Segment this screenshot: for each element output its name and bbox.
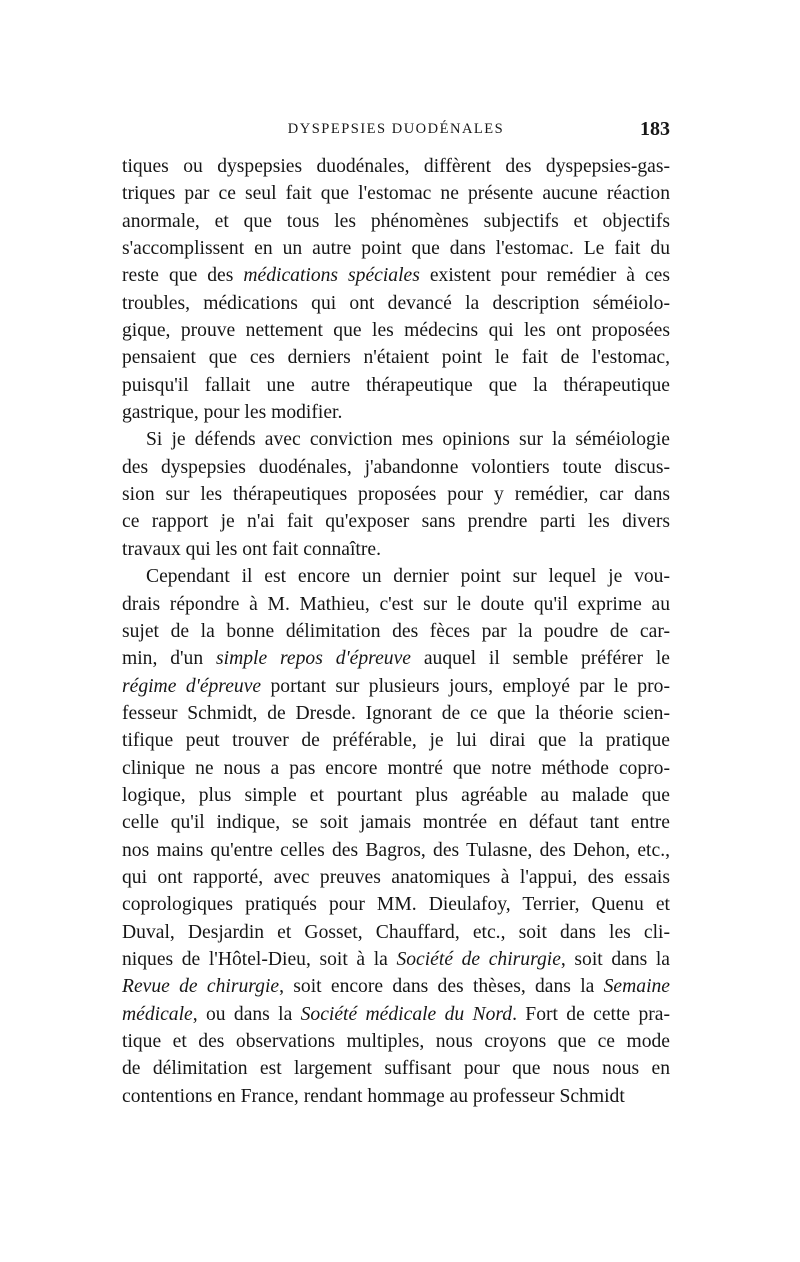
text-line bbox=[122, 727, 670, 754]
text-line bbox=[122, 1001, 670, 1028]
text-line bbox=[122, 673, 670, 700]
text-line bbox=[122, 864, 670, 891]
text-line bbox=[122, 809, 670, 836]
text-line bbox=[122, 426, 670, 453]
italic-text: régime d'épreuve bbox=[122, 675, 262, 697]
text-segment: logique, plus simple et pourtant plus agréable au malade que bbox=[122, 784, 670, 806]
text-line bbox=[122, 782, 670, 809]
text-line bbox=[122, 508, 670, 535]
text-line bbox=[122, 591, 670, 618]
text-segment: fesseur Schmidt, de Dresde. Ignorant de ce que la théorie scien- bbox=[122, 702, 670, 724]
text-segment: coprologiques pratiqués pour MM. Dieulafoy, Terrier, Quenu et bbox=[122, 894, 670, 916]
text-line bbox=[122, 208, 670, 235]
text-line bbox=[122, 973, 670, 1000]
text-line bbox=[122, 891, 670, 918]
text-line bbox=[122, 946, 670, 973]
text-segment: Duval, Desjardin et Gosset, Chauffard, etc., soit dans les cli- bbox=[122, 921, 670, 943]
running-head-title: DYSPEPSIES DUODÉNALES bbox=[287, 121, 505, 137]
text-segment: reste que des bbox=[122, 265, 244, 287]
text-segment: triques par ce seul fait que l'estomac ne présente aucune réaction bbox=[122, 183, 670, 205]
text-line bbox=[122, 317, 670, 344]
text-line bbox=[122, 618, 670, 645]
text-line bbox=[122, 919, 670, 946]
text-line bbox=[122, 837, 670, 864]
text-line bbox=[122, 180, 670, 207]
italic-text: Société de chirurgie bbox=[396, 948, 561, 970]
text-segment: travaux qui les ont fait connaître. bbox=[122, 538, 381, 560]
text-segment: contentions en France, rendant hommage au professeur Schmidt bbox=[122, 1085, 625, 1107]
text-line bbox=[122, 454, 670, 481]
text-line bbox=[122, 481, 670, 508]
text-segment: troubles, médications qui ont devancé la description séméiolo- bbox=[122, 292, 670, 314]
text-segment: gique, prouve nettement que les médecins qui les ont proposées bbox=[122, 320, 670, 342]
text-line bbox=[122, 153, 670, 180]
text-segment: , soit encore dans des thèses, dans la bbox=[279, 976, 604, 998]
page-number: 183 bbox=[640, 118, 670, 140]
italic-text: Société médicale du Nord bbox=[300, 1003, 513, 1025]
text-segment: portant sur plusieurs jours, employé par le pro- bbox=[261, 675, 670, 697]
text-segment: existent pour remédier à ces bbox=[419, 265, 670, 287]
italic-text: Revue de chirurgie bbox=[122, 976, 280, 998]
text-segment: Cependant il est encore un dernier point sur lequel je vou- bbox=[146, 566, 670, 588]
text-segment: . Fort de cette pra- bbox=[512, 1003, 670, 1025]
text-line bbox=[122, 1055, 670, 1082]
text-segment: niques de l'Hôtel-Dieu, soit à la bbox=[122, 948, 397, 970]
text-line bbox=[122, 563, 670, 590]
text-segment: qui ont rapporté, avec preuves anatomiques à l'appui, des essais bbox=[122, 866, 670, 888]
text-segment: drais répondre à M. Mathieu, c'est sur le doute qu'il exprime au bbox=[122, 593, 670, 615]
running-head bbox=[122, 118, 670, 142]
text-line bbox=[122, 536, 670, 563]
text-line bbox=[122, 755, 670, 782]
text-line bbox=[122, 372, 670, 399]
text-line bbox=[122, 1028, 670, 1055]
text-segment: nos mains qu'entre celles des Bagros, des Tulasne, des Dehon, etc., bbox=[122, 839, 670, 861]
text-segment: tifique peut trouver de préférable, je lui dirai que la pratique bbox=[122, 730, 670, 752]
text-segment: min, d'un bbox=[122, 648, 217, 670]
text-line bbox=[122, 1083, 670, 1110]
text-line bbox=[122, 290, 670, 317]
text-segment: tiques ou dyspepsies duodénales, diffèrent des dyspepsies-gas- bbox=[122, 156, 670, 177]
text-segment: ce rapport je n'ai fait qu'exposer sans prendre parti les divers bbox=[122, 511, 670, 533]
text-line bbox=[122, 262, 670, 289]
text-segment: pensaient que ces derniers n'étaient point le fait de l'estomac, bbox=[122, 347, 670, 369]
text-segment: des dyspepsies duodénales, j'abandonne volontiers toute discus- bbox=[122, 456, 670, 478]
text-line bbox=[122, 399, 670, 426]
text-line bbox=[122, 235, 670, 262]
italic-text: simple repos d'épreuve bbox=[216, 648, 411, 670]
italic-text: médications spéciales bbox=[243, 265, 420, 287]
text-segment: , ou dans la bbox=[192, 1003, 301, 1025]
italic-text: Semaine bbox=[603, 976, 671, 998]
text-line bbox=[122, 645, 670, 672]
text-segment: tique et des observations multiples, nous croyons que ce mode bbox=[122, 1031, 670, 1052]
text-segment: gastrique, pour les modifier. bbox=[122, 402, 343, 424]
text-segment: puisqu'il fallait une autre thérapeutique que la thérapeutique bbox=[122, 374, 670, 396]
text-segment: de délimitation est largement suffisant pour que nous nous en bbox=[122, 1058, 670, 1080]
text-segment: celle qu'il indique, se soit jamais montrée en défaut tant entre bbox=[122, 812, 670, 834]
text-segment: clinique ne nous a pas encore montré que notre méthode copro- bbox=[122, 757, 670, 779]
text-segment: s'accomplissent en un autre point que dans l'estomac. Le fait du bbox=[122, 238, 670, 260]
italic-text: médicale bbox=[122, 1003, 193, 1025]
text-line bbox=[122, 700, 670, 727]
text-segment: sujet de la bonne délimitation des fèces par la poudre de car- bbox=[122, 620, 670, 642]
text-line bbox=[122, 344, 670, 371]
text-segment: anormale, et que tous les phénomènes subjectifs et objectifs bbox=[122, 210, 670, 232]
text-segment: sion sur les thérapeutiques proposées pour y remédier, car dans bbox=[122, 484, 670, 506]
text-segment: , soit dans la bbox=[560, 948, 670, 970]
body-text bbox=[122, 153, 670, 1110]
text-segment: Si je défends avec conviction mes opinions sur la séméiologie bbox=[146, 429, 670, 451]
text-segment: auquel il semble préférer le bbox=[410, 648, 670, 670]
